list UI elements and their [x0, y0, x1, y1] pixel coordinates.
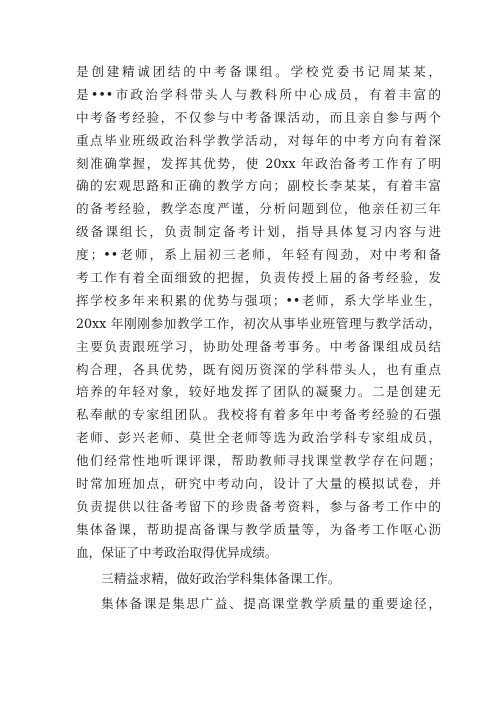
- section-heading: 三精益求精，做好政治学科集体备课工作。: [101, 570, 341, 586]
- paragraph-line: 主要负责跟班学习，协助处理备考事务。中考备课组成员结: [76, 338, 441, 354]
- paragraph-line: 重点毕业班级政治科学教学活动，对每年的中考方向有着深: [76, 132, 441, 148]
- paragraph-line: 级备课组长，负责制定备考计划，指导具体复习内容与进: [76, 224, 441, 240]
- paragraph-line: 集体备课是集思广益、提高课堂教学质量的重要途径，: [101, 596, 441, 612]
- paragraph-line: 时常加班加点，研究中考动向，设计了大量的模拟试卷，并: [76, 476, 441, 492]
- paragraph-line: 老师、彭兴老师、莫世全老师等选为政治学科专家组成员，: [76, 430, 441, 446]
- paragraph-line: 确的宏观思路和正确的教学方向；副校长李某某，有着丰富: [76, 178, 441, 194]
- paragraph-line: 构合理，各具优势，既有阅历资深的学科带头人，也有重点: [76, 361, 441, 377]
- paragraph-line: 考工作有着全面细致的把握，负责传授上届的备考经验，发: [76, 270, 441, 286]
- paragraph-line: 他们经常性地听课评课，帮助教师寻找课堂教学存在问题；: [76, 453, 441, 469]
- paragraph-line: 中考备考经验，不仅参与中考备课活动，而且亲自参与两个: [76, 109, 441, 125]
- paragraph-line: 血，保证了中考政治取得优异成绩。: [76, 544, 278, 560]
- paragraph-line: 是创建精诚团结的中考备课组。学校党委书记周某某，: [76, 64, 441, 79]
- paragraph-line: 私奉献的专家组团队。我校将有着多年中考备考经验的石强: [76, 407, 441, 423]
- paragraph-line: 20xx 年刚刚参加教学工作，初次从事毕业班管理与教学活动，: [76, 315, 441, 331]
- paragraph-line: 挥学校多年来积累的优势与强项；••老师，系大学毕业生，: [76, 292, 441, 308]
- paragraph-line: 负责提供以往备考留下的珍贵备考资料，参与备考工作中的: [76, 498, 441, 514]
- paragraph-line: 的备考经验，教学态度严谨，分析问题到位，他亲任初三年: [76, 201, 441, 217]
- paragraph-line: 是•••市政治学科带头人与教科所中心成员，有着丰富的: [76, 86, 441, 102]
- paragraph-line: 度；••老师，系上届初三老师，年轻有闯劲，对中考和备: [76, 247, 441, 263]
- paragraph-line: 刻准确掌握，发挥其优势，使 20xx 年政治备考工作有了明: [76, 155, 441, 171]
- document-body: [76, 61, 441, 616]
- paragraph-line: 培养的年轻对象，较好地发挥了团队的凝聚力。二是创建无: [76, 384, 441, 400]
- paragraph-line: 集体备课，帮助提高备课与教学质量等，为备考工作呕心沥: [76, 521, 441, 537]
